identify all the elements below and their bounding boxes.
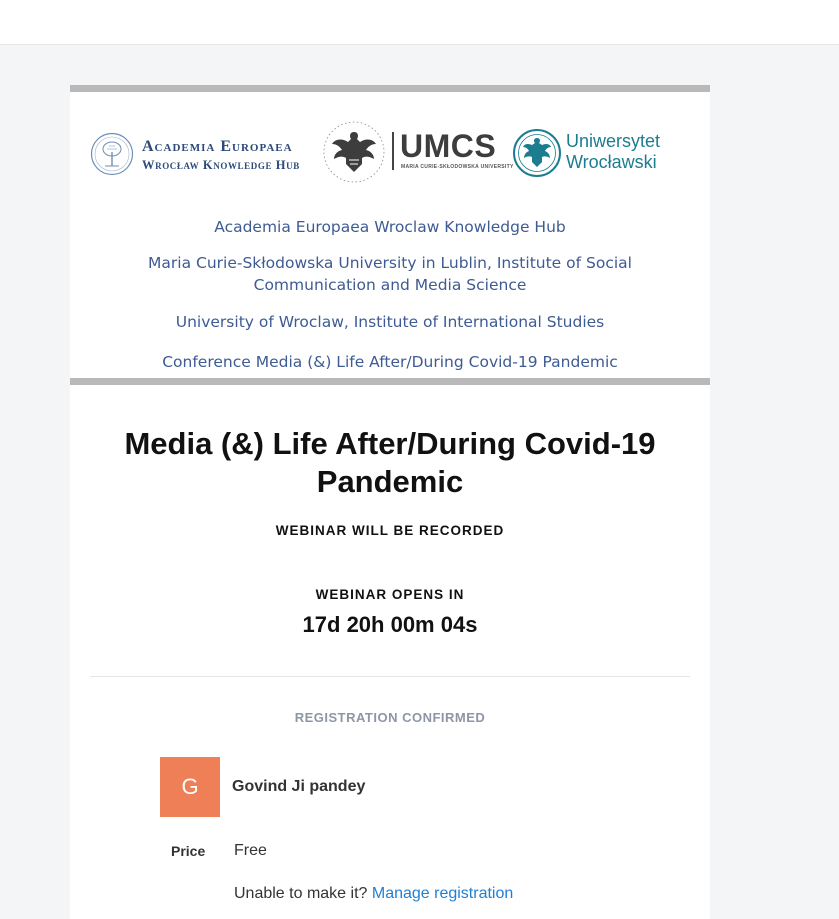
eagle-emblem-icon [322, 120, 386, 184]
section-divider [90, 676, 690, 677]
event-banner [70, 85, 710, 385]
top-bar [0, 0, 839, 45]
webinar-title: Media (&) Life After/During Covid-19 Pandemic [124, 426, 656, 499]
price-label: Price [171, 843, 206, 859]
institution-line: Academia Europaea Wroclaw Knowledge Hub [214, 218, 566, 236]
partner-logos [90, 120, 690, 182]
conference-title-line: Conference Media (&) Life After/During Covid-19 Pandemic [162, 353, 618, 371]
avatar: G [160, 757, 220, 817]
user-name: Govind Ji pandey [232, 778, 366, 795]
institution-line: University of Wroclaw, Institute of International Studies [175, 313, 605, 331]
uwr-logo-text: Uniwersytet Wrocławski [566, 131, 661, 172]
institution-line: Maria Curie-Skłodowska University in Lublin, Institute of Social Communication and Media Science [148, 254, 632, 294]
umcs-subtitle: MARIA CURIE-SKŁODOWSKA UNIVERSITY [401, 164, 514, 170]
umcs-wordmark: UMCS [400, 128, 497, 164]
opens-in-label: WEBINAR OPENS IN [315, 587, 465, 602]
university-seal-icon [512, 128, 562, 178]
manage-registration-link[interactable]: Manage registration [371, 885, 514, 902]
price-value: Free [234, 842, 267, 859]
countdown-timer: 17d 20h 00m 04s [302, 612, 478, 637]
unable-text: Unable to make it? [234, 885, 368, 902]
academia-logo-text: Academia Europaea Wrocław Knowledge Hub [142, 138, 300, 172]
logo-divider [392, 132, 394, 170]
webinar-card [70, 85, 710, 919]
recorded-notice: WEBINAR WILL BE RECORDED [275, 523, 505, 538]
registration-status: REGISTRATION CONFIRMED [294, 710, 486, 725]
tree-emblem-icon [90, 132, 134, 176]
manage-registration-row [234, 885, 513, 903]
